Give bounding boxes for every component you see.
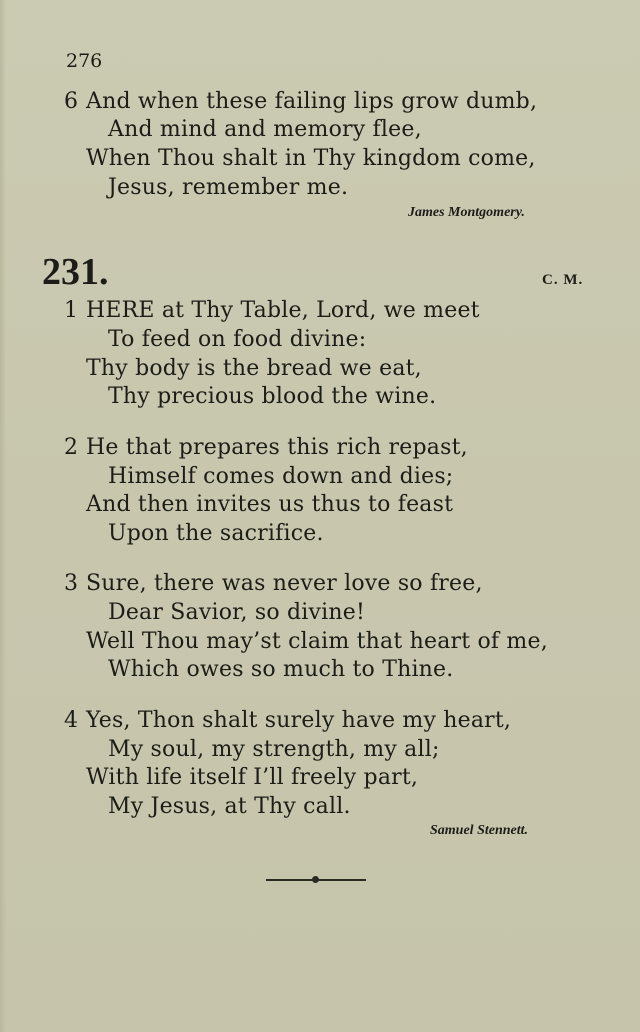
stanza-line: When Thou shalt in Thy kingdom come, [86,146,536,171]
stanza-line: 2 He that prepares this rich repast, [64,435,468,460]
page-edge-shadow [0,0,6,1032]
stanza-line: 1 HERE at Thy Table, Lord, we meet [64,298,480,323]
author-attribution: Samuel Stennett. [430,823,529,838]
stanza-number: 2 [64,435,79,460]
hymn-meter: C. M. [542,272,584,288]
stanza-line: Himself comes down and dies; [108,464,454,489]
stanza-line: 3 Sure, there was never love so free, [64,571,483,596]
stanza-number: 1 [64,298,79,323]
stanza-line: And mind and memory flee, [108,117,422,142]
stanza-line: Dear Savior, so divine! [108,600,366,625]
page-number: 276 [66,50,103,72]
stanza-line: 4 Yes, Thon shalt surely have my heart, [64,708,512,733]
stanza-line: To feed on food divine: [108,327,367,352]
ornament-dot-icon [312,876,319,883]
stanza-line: Thy body is the bread we eat, [86,356,422,381]
stanza-number: 4 [64,708,79,733]
stanza-line: Which owes so much to Thine. [108,657,454,682]
stanza-line: Well Thou may’st claim that heart of me, [86,629,548,654]
stanza-line: With life itself I’ll freely part, [86,765,419,790]
stanza-line: My Jesus, at Thy call. [108,794,351,819]
author-attribution: James Montgomery. [408,205,525,220]
stanza-line: Thy precious blood the wine. [108,384,437,409]
stanza-number: 3 [64,571,79,596]
stanza-line: Upon the sacrifice. [108,521,324,546]
hymn-number: 231. [42,251,109,293]
stanza-number: 6 [64,89,79,114]
stanza-line: Jesus, remember me. [108,175,349,200]
stanza-line: My soul, my strength, my all; [108,737,440,762]
stanza-line: And then invites us thus to feast [86,492,454,517]
stanza-line: 6 And when these failing lips grow dumb, [64,89,538,114]
